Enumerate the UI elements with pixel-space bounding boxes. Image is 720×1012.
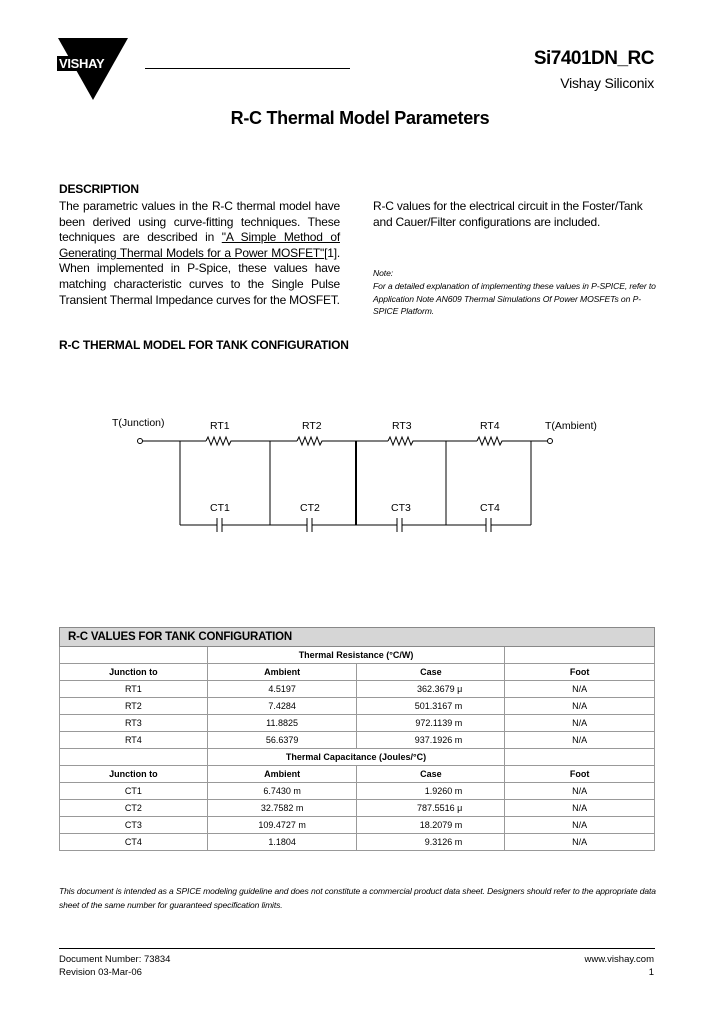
junction-terminal: [138, 439, 143, 444]
page-number: 1: [648, 967, 654, 978]
col-foot: Foot: [505, 664, 655, 681]
rt2-label: RT2: [302, 420, 322, 432]
table-title: R-C VALUES FOR TANK CONFIGURATION: [60, 628, 655, 647]
table-row: CT4 1.1804 9.3126 m N/A: [60, 834, 655, 851]
rc-values-table: [59, 627, 655, 851]
rt3-label: RT3: [392, 420, 412, 432]
header-rule: [145, 68, 350, 69]
capacitance-header: Thermal Capacitance (Joules/°C): [207, 749, 505, 766]
col-ambient: Ambient: [207, 664, 357, 681]
footer-left: [59, 953, 170, 979]
tank-circuit-diagram: [100, 400, 620, 545]
ct2-label: CT2: [300, 502, 320, 514]
note-block: [373, 267, 663, 318]
company-name: Vishay Siliconix: [560, 75, 654, 91]
rt4-label: RT4: [480, 420, 500, 432]
table-row: CT2 32.7582 m 787.5516 μ N/A: [60, 800, 655, 817]
table-row: CT3 109.4727 m 18.2079 m N/A: [60, 817, 655, 834]
resistor-rt3: [388, 437, 415, 445]
revision: Revision 03-Mar-06: [59, 967, 142, 978]
resistor-rt4: [477, 437, 504, 445]
footer-rule: [59, 948, 655, 949]
part-number: Si7401DN_RC: [533, 48, 654, 69]
ct4-label: CT4: [480, 502, 500, 514]
ambient-label: T(Ambient): [545, 420, 597, 432]
resistor-rt2: [297, 437, 324, 445]
description-right: R-C values for the electrical circuit in the Foster/Tank and Cauer/Filter configurations are included.: [373, 199, 643, 229]
footer-right: [584, 953, 654, 979]
website-link[interactable]: www.vishay.com: [584, 954, 654, 965]
resistance-header: Thermal Resistance (°C/W): [207, 647, 505, 664]
table-row: RT1 4.5197 362.3679 μ N/A: [60, 681, 655, 698]
circuit-heading: R-C THERMAL MODEL FOR TANK CONFIGURATION: [59, 338, 349, 352]
resistor-rt1: [206, 437, 233, 445]
description-left: [59, 199, 340, 308]
ambient-terminal: [548, 439, 553, 444]
disclaimer: This document is intended as a SPICE modeling guideline and does not constitute a commercial product data sheet. Designers should refer to the appropriate data sheet of the same number for guaranteed specification limits.: [59, 886, 656, 910]
page-title: R-C Thermal Model Parameters: [230, 108, 490, 128]
col-case: Case: [357, 664, 505, 681]
description-heading: DESCRIPTION: [59, 182, 139, 196]
table-row: RT4 56.6379 937.1926 m N/A: [60, 732, 655, 749]
reference-link[interactable]: "A Simple Method of Generating Thermal Models for a Power MOSFET": [59, 230, 340, 260]
table-row: RT2 7.4284 501.3167 m N/A: [60, 698, 655, 715]
rt1-label: RT1: [210, 420, 230, 432]
document-number: Document Number: 73834: [59, 954, 171, 965]
table-header-row: Junction to Ambient Case Foot: [60, 766, 655, 783]
note-label: Note:: [373, 268, 394, 278]
table-row: CT1 6.7430 m 1.9260 m N/A: [60, 783, 655, 800]
table-row: RT3 11.8825 972.1139 m N/A: [60, 715, 655, 732]
ct1-label: CT1: [210, 502, 230, 514]
note-text: For a detailed explanation of implementing these values in P-SPICE, refer to Application Note AN609 Thermal Simulations Of Power MOSFETs on P-SPICE Platform.: [373, 280, 656, 317]
junction-label: T(Junction): [112, 417, 165, 429]
col-junction-to: Junction to: [60, 664, 208, 681]
description-text-1: The parametric values in the R-C thermal model have been derived using curve-fitting techniques. These techniques are described in: [59, 199, 340, 245]
description-text-2: [1]. When implemented in P-Spice, these values have matching characteristic curves to the Single Pulse Transient Thermal Impedance curves for the MOSFET.: [59, 245, 340, 307]
logo-text: VISHAY: [59, 56, 105, 71]
table-header-row: [60, 664, 655, 681]
ct3-label: CT3: [391, 502, 411, 514]
